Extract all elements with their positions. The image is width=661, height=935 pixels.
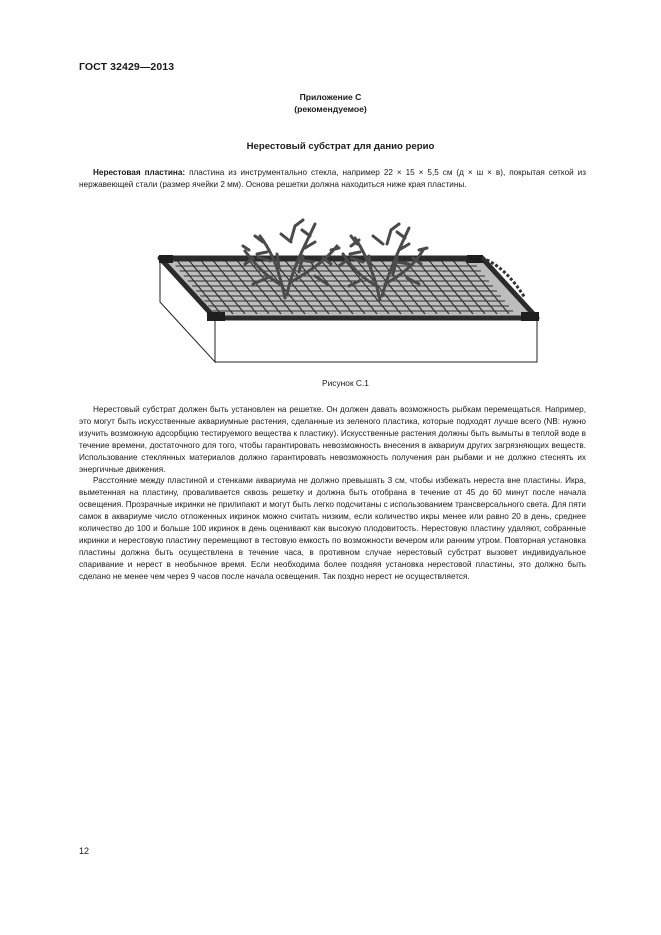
intro-term: Нерестовая пластина: bbox=[93, 168, 186, 177]
section-title: Нерестовый субстрат для данио рерио bbox=[246, 141, 435, 152]
corner-block bbox=[521, 312, 539, 321]
page-number: 12 bbox=[79, 846, 90, 856]
appendix-subtitle: (рекомендуемое) bbox=[294, 104, 367, 114]
standard-code: ГОСТ 32429—2013 bbox=[79, 61, 175, 73]
intro-paragraph bbox=[79, 167, 586, 191]
paragraph: Расстояние между пластиной и стенками аквариума не должно превышать 3 см, чтобы избежать нереста вне пластины. Икра, выметенная на пластину, проваливается сквозь решетку и должна быть отобрана в течение от 45 до 60 минут после начала освещения. Прозрачные икринки не прилипают и могут быть легко подсчитаны с использованием трансверсального света. Для пяти самок в аквариуме число отложенных икринок можно считать низким, если количество икры менее или равно 20 в день, среднее количество до 100 и больше 100 икринок в день оценивают как высокую плодовитость. Нерестовую пластину удаляют, собранные икринки и нерестовую пластину перемещают в тестовую емкость по возможности вечером или ранним утром. Повторная установка пластины должна быть осуществлена в течение часа, в противном случае нерестовый субстрат вызовет индивидуальное спаривание и нерест в необычное время. Если необходима более поздняя установка нерестовой пластины, это должно быть сделано не менее чем через 9 часов после начала освещения. Так поздно нерест не осуществляется. bbox=[79, 476, 586, 581]
corner-block bbox=[467, 255, 483, 263]
corner-block bbox=[159, 255, 173, 263]
plate-front-side bbox=[215, 318, 537, 362]
appendix-title: Приложение С bbox=[299, 92, 362, 102]
body-text bbox=[79, 404, 586, 583]
paragraph: Нерестовый субстрат должен быть установлен на решетке. Он должен давать возможность рыбкам перемещаться. Например, это могут быть искусственные аквариумные растения, сделанные из зеленого пластика, которые подходят лучше всего (NB: нужно изучить возможную адсорбцию тестируемого вещества к пластику). Искусственные растения должны быть вымыты в теплой воде в течение времени, достаточного для того, чтобы гарантировать невозможность внесения в аквариум других загрязняющих веществ. Использование стеклянных материалов должно гарантировать невозможность получения ран рыбами и не должно стеснять их энергичные движения. bbox=[79, 405, 586, 474]
steel-mesh bbox=[169, 258, 513, 314]
corner-block bbox=[207, 312, 225, 321]
spawning-plate-figure bbox=[155, 206, 545, 371]
intro-text: пластина из инструментально стекла, например 22 × 15 × 5,5 см (д × ш × в), покрытая сеткой из нержавеющей стали (размер ячейки 2 мм). Основа решетки должна находиться ниже края пластины. bbox=[79, 168, 587, 190]
figure-caption: Рисунок С.1 bbox=[322, 378, 369, 388]
